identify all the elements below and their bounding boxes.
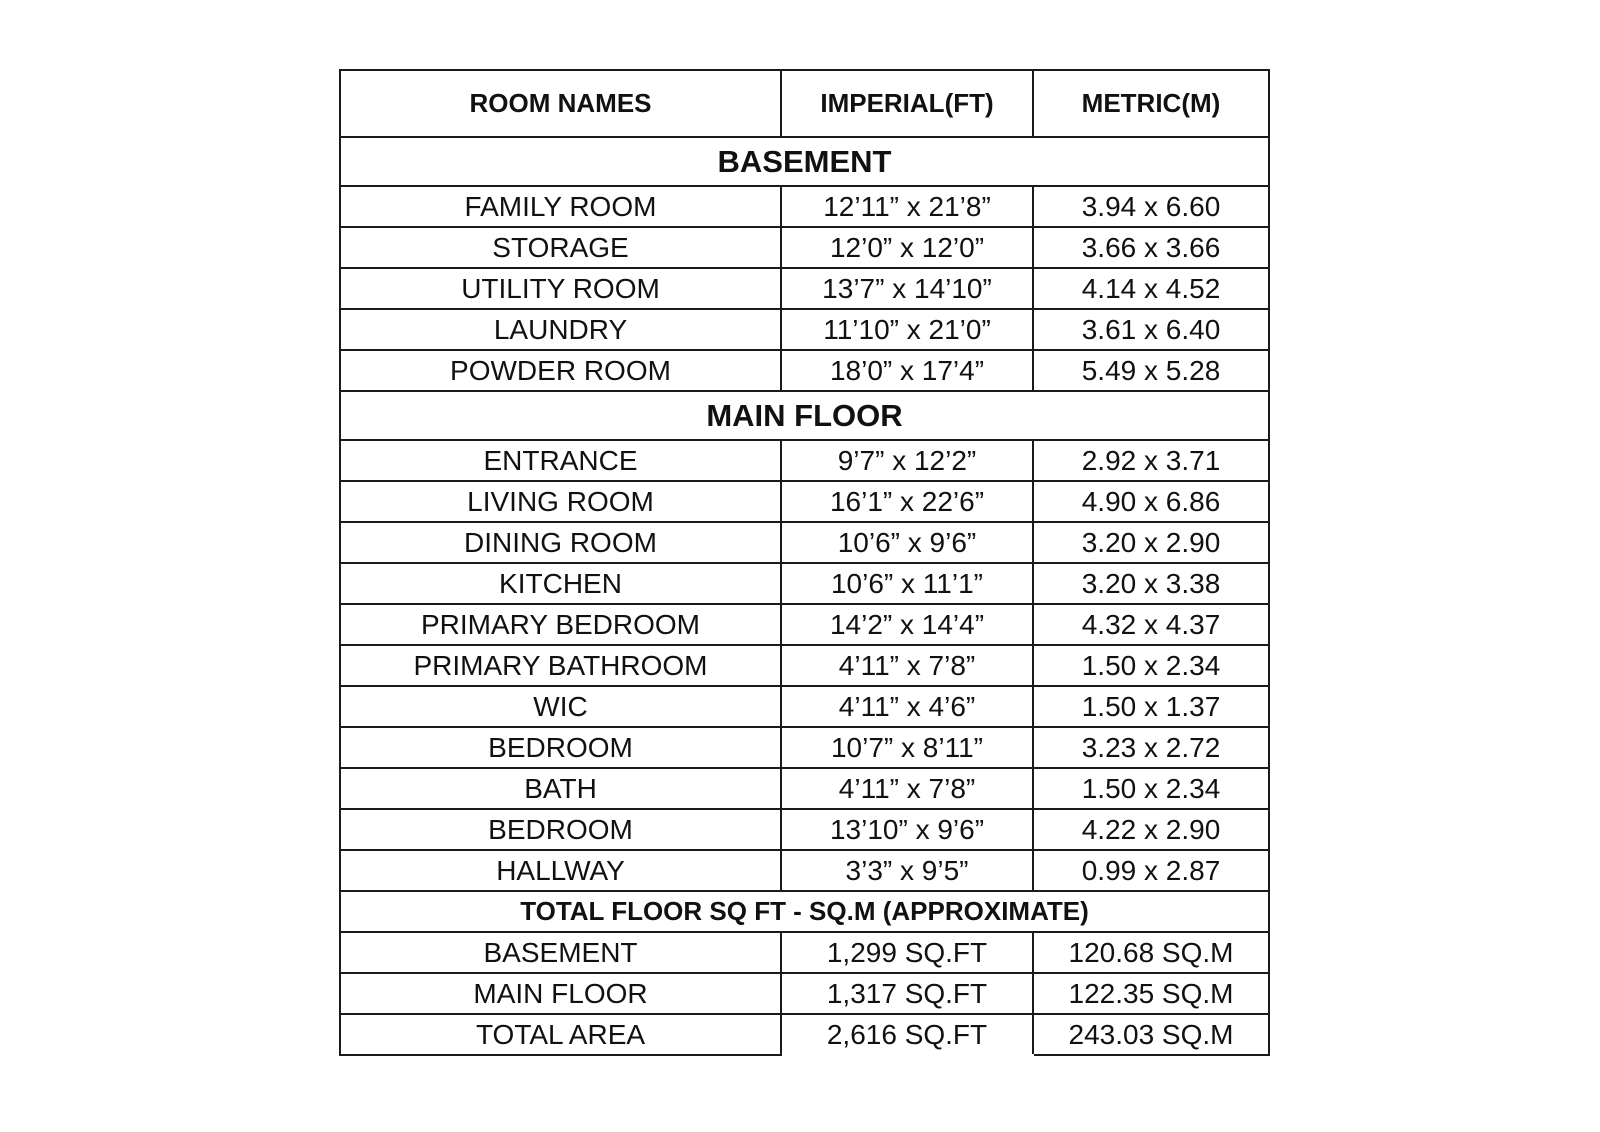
table-row — [340, 268, 1269, 309]
room-name: LIVING ROOM — [340, 481, 781, 522]
section-row-main-floor — [340, 391, 1269, 440]
room-imperial: 4’11” x 7’8” — [781, 645, 1033, 686]
room-name: PRIMARY BATHROOM — [340, 645, 781, 686]
section-title-basement: BASEMENT — [340, 137, 1269, 186]
total-imperial: 1,317 SQ.FT — [781, 973, 1033, 1014]
room-metric: 5.49 x 5.28 — [1033, 350, 1269, 391]
table-row — [340, 850, 1269, 891]
room-imperial: 10’6” x 9’6” — [781, 522, 1033, 563]
section-row-basement — [340, 137, 1269, 186]
room-name: ENTRANCE — [340, 440, 781, 481]
section-title-main-floor: MAIN FLOOR — [340, 391, 1269, 440]
total-metric: 122.35 SQ.M — [1033, 973, 1269, 1014]
room-metric: 4.14 x 4.52 — [1033, 268, 1269, 309]
table-row — [340, 350, 1269, 391]
section-title-totals: TOTAL FLOOR SQ FT - SQ.M (APPROXIMATE) — [340, 891, 1269, 932]
room-imperial: 11’10” x 21’0” — [781, 309, 1033, 350]
room-metric: 4.22 x 2.90 — [1033, 809, 1269, 850]
total-row — [340, 973, 1269, 1014]
room-metric: 3.20 x 3.38 — [1033, 563, 1269, 604]
table-row — [340, 186, 1269, 227]
room-name: STORAGE — [340, 227, 781, 268]
room-imperial: 13’7” x 14’10” — [781, 268, 1033, 309]
room-imperial: 12’11” x 21’8” — [781, 186, 1033, 227]
room-name: BEDROOM — [340, 727, 781, 768]
total-metric: 120.68 SQ.M — [1033, 932, 1269, 973]
room-metric: 1.50 x 2.34 — [1033, 768, 1269, 809]
room-imperial: 18’0” x 17’4” — [781, 350, 1033, 391]
room-metric: 3.61 x 6.40 — [1033, 309, 1269, 350]
room-imperial: 4’11” x 4’6” — [781, 686, 1033, 727]
room-imperial: 16’1” x 22’6” — [781, 481, 1033, 522]
total-imperial: 1,299 SQ.FT — [781, 932, 1033, 973]
room-metric: 3.20 x 2.90 — [1033, 522, 1269, 563]
table-row — [340, 727, 1269, 768]
room-name: UTILITY ROOM — [340, 268, 781, 309]
room-metric: 3.23 x 2.72 — [1033, 727, 1269, 768]
room-imperial: 3’3” x 9’5” — [781, 850, 1033, 891]
room-name: KITCHEN — [340, 563, 781, 604]
room-name: POWDER ROOM — [340, 350, 781, 391]
room-metric: 4.90 x 6.86 — [1033, 481, 1269, 522]
total-row — [340, 1014, 1269, 1055]
room-name: PRIMARY BEDROOM — [340, 604, 781, 645]
room-imperial: 10’6” x 11’1” — [781, 563, 1033, 604]
room-imperial: 13’10” x 9’6” — [781, 809, 1033, 850]
room-name: FAMILY ROOM — [340, 186, 781, 227]
table-row — [340, 227, 1269, 268]
header-metric: METRIC(M) — [1033, 70, 1269, 137]
room-metric: 0.99 x 2.87 — [1033, 850, 1269, 891]
room-imperial: 4’11” x 7’8” — [781, 768, 1033, 809]
room-metric: 4.32 x 4.37 — [1033, 604, 1269, 645]
total-metric: 243.03 SQ.M — [1033, 1014, 1269, 1055]
room-name: DINING ROOM — [340, 522, 781, 563]
room-metric: 3.66 x 3.66 — [1033, 227, 1269, 268]
table-row — [340, 645, 1269, 686]
table-row — [340, 686, 1269, 727]
table-row — [340, 522, 1269, 563]
room-name: WIC — [340, 686, 781, 727]
table-row — [340, 309, 1269, 350]
table-row — [340, 563, 1269, 604]
total-imperial: 2,616 SQ.FT — [781, 1014, 1033, 1055]
room-metric: 2.92 x 3.71 — [1033, 440, 1269, 481]
room-imperial: 10’7” x 8’11” — [781, 727, 1033, 768]
room-name: BEDROOM — [340, 809, 781, 850]
room-name: LAUNDRY — [340, 309, 781, 350]
room-imperial: 9’7” x 12’2” — [781, 440, 1033, 481]
section-row-totals — [340, 891, 1269, 932]
room-name: HALLWAY — [340, 850, 781, 891]
header-row — [340, 70, 1269, 137]
header-room-names: ROOM NAMES — [340, 70, 781, 137]
table-row — [340, 604, 1269, 645]
table-row — [340, 768, 1269, 809]
header-imperial: IMPERIAL(FT) — [781, 70, 1033, 137]
total-label: TOTAL AREA — [340, 1014, 781, 1055]
room-dimensions-table — [339, 69, 1270, 1056]
total-label: MAIN FLOOR — [340, 973, 781, 1014]
room-metric: 1.50 x 2.34 — [1033, 645, 1269, 686]
room-name: BATH — [340, 768, 781, 809]
total-row — [340, 932, 1269, 973]
table-row — [340, 809, 1269, 850]
table-row — [340, 481, 1269, 522]
room-imperial: 12’0” x 12’0” — [781, 227, 1033, 268]
room-imperial: 14’2” x 14’4” — [781, 604, 1033, 645]
total-label: BASEMENT — [340, 932, 781, 973]
room-metric: 1.50 x 1.37 — [1033, 686, 1269, 727]
table-row — [340, 440, 1269, 481]
room-metric: 3.94 x 6.60 — [1033, 186, 1269, 227]
